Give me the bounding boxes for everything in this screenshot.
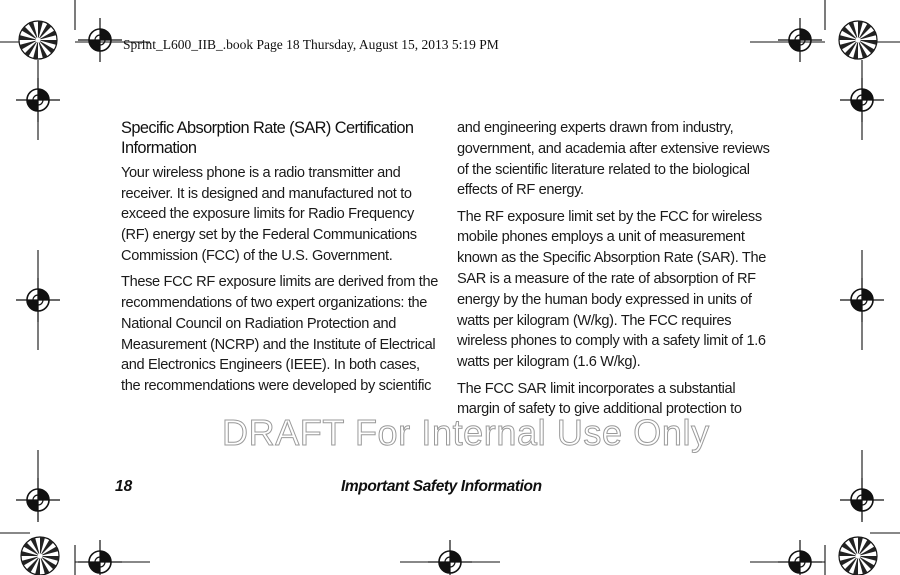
- page-slug: Sprint_L600_IIB_.book Page 18 Thursday, August 15, 2013 5:19 PM: [123, 37, 499, 52]
- paragraph: The RF exposure limit set by the FCC for wireless mobile phones employs a unit of measurement known as the Specific Absorption Rate (SAR). The SAR is a measure of the rate of absorption of RF energy by the human body expressed in units of watts per kilogram (W/kg). The FCC requires wireless phones to comply with a safety limit of 1.6 watts per kilogram (1.6 W/kg).: [457, 208, 767, 371]
- registration-mark-icon: [840, 278, 884, 322]
- registration-mark-icon: [16, 478, 60, 522]
- paragraph: and engineering experts drawn from industry, government, and academia after extensive reviews of the scientific literature related to the biological effects of RF energy.: [457, 120, 770, 199]
- registration-mark-icon: [78, 540, 122, 575]
- registration-mark-icon: [16, 78, 60, 122]
- registration-mark-icon: [778, 540, 822, 575]
- star-target-icon: [839, 537, 877, 575]
- right-column: [457, 118, 775, 426]
- paragraph: The FCC SAR limit incorporates a substantial margin of safety to give additional protection to: [457, 380, 742, 418]
- draft-watermark: DRAFT For Internal Use Only: [222, 412, 710, 453]
- registration-mark-icon: [778, 18, 822, 62]
- registration-mark-icon: [428, 540, 472, 575]
- paragraph: Your wireless phone is a radio transmitter and receiver. It is designed and manufactured not to exceed the exposure limits for Radio Frequency (RF) energy set by the Federal Communications Commission (FCC) of the U.S. Government.: [121, 164, 417, 264]
- registration-mark-icon: [840, 78, 884, 122]
- star-target-icon: [21, 537, 59, 575]
- registration-mark-icon: [16, 278, 60, 322]
- registration-mark-icon: [840, 478, 884, 522]
- left-column: [121, 118, 439, 403]
- footer-section-title: Important Safety Information: [341, 478, 542, 495]
- section-heading: Specific Absorption Rate (SAR) Certification Information: [121, 119, 414, 158]
- page-number: 18: [115, 478, 133, 495]
- paragraph: These FCC RF exposure limits are derived from the recommendations of two expert organizations: the National Council on Radiation Protection and Measurement (NCRP) and the Institute of Electrical and Electronics Engineers (IEEE). In both cases, the recommendations were developed by scientific: [121, 274, 438, 395]
- registration-mark-icon: [78, 18, 122, 62]
- star-target-icon: [839, 21, 877, 59]
- star-target-icon: [19, 21, 57, 59]
